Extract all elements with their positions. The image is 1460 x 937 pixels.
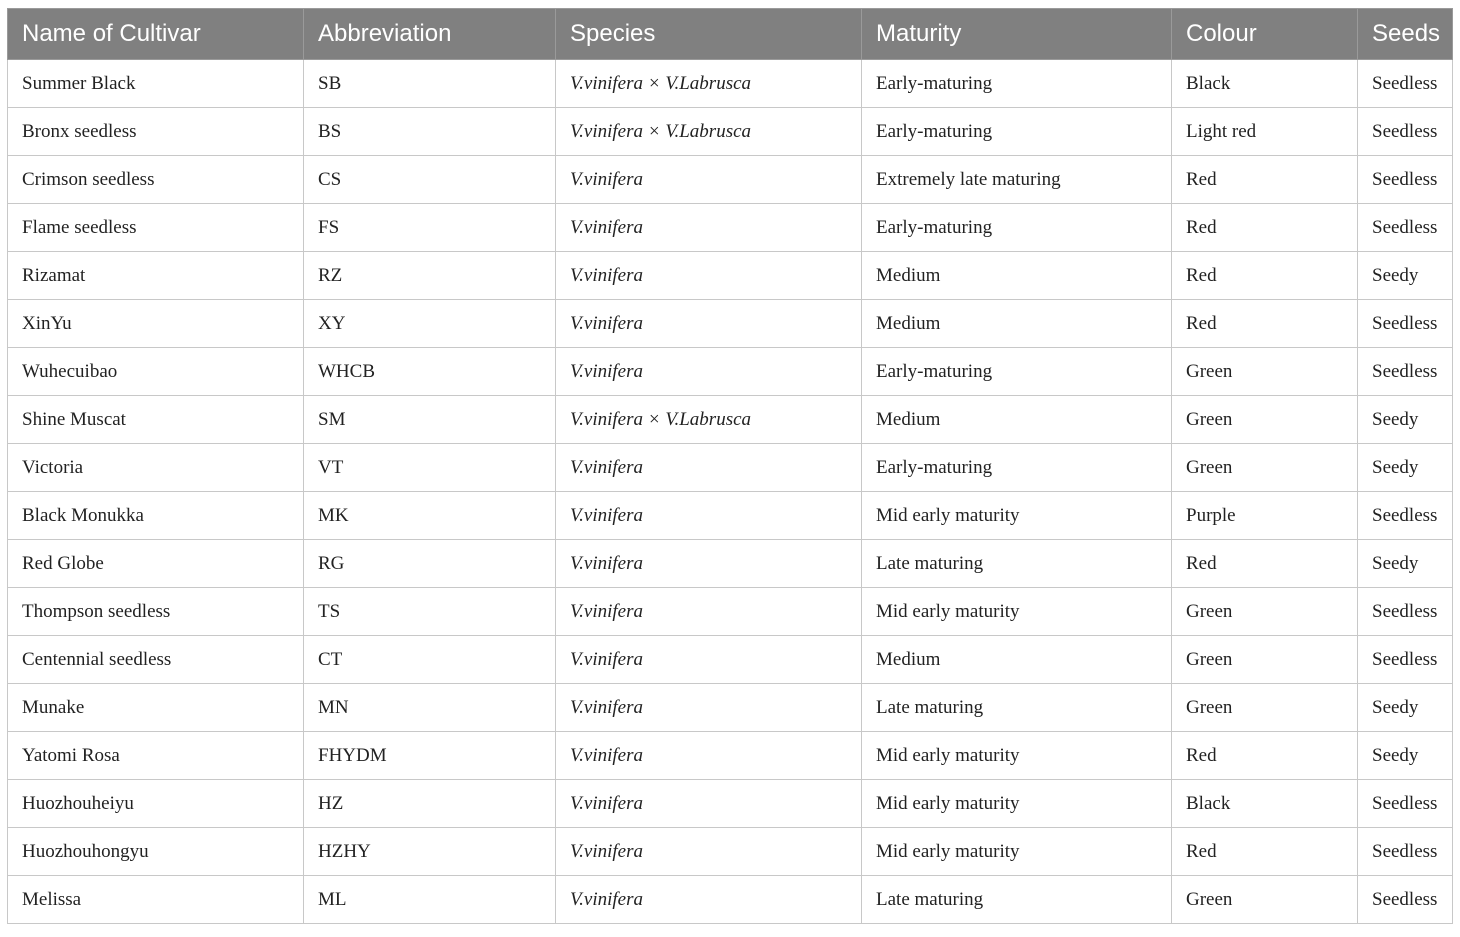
cell-species: V.vinifera <box>556 348 862 396</box>
cell-maturity: Medium <box>862 396 1172 444</box>
cell-cultivar-name: Melissa <box>8 876 304 924</box>
cell-seeds: Seedless <box>1358 204 1453 252</box>
cell-abbreviation: FHYDM <box>304 732 556 780</box>
cell-species: V.vinifera <box>556 156 862 204</box>
table-row <box>8 348 1453 396</box>
cell-colour: Green <box>1172 876 1358 924</box>
table-row <box>8 636 1453 684</box>
cell-seeds: Seedless <box>1358 108 1453 156</box>
cell-abbreviation: SB <box>304 60 556 108</box>
cell-colour: Black <box>1172 60 1358 108</box>
cell-cultivar-name: Flame seedless <box>8 204 304 252</box>
cell-species: V.vinifera <box>556 732 862 780</box>
cell-maturity: Mid early maturity <box>862 588 1172 636</box>
cell-seeds: Seedless <box>1358 636 1453 684</box>
cell-colour: Black <box>1172 780 1358 828</box>
cell-colour: Red <box>1172 732 1358 780</box>
cell-maturity: Extremely late maturing <box>862 156 1172 204</box>
cell-cultivar-name: XinYu <box>8 300 304 348</box>
cell-cultivar-name: Munake <box>8 684 304 732</box>
cell-maturity: Mid early maturity <box>862 780 1172 828</box>
cell-species: V.vinifera <box>556 828 862 876</box>
table-row <box>8 828 1453 876</box>
cell-abbreviation: RZ <box>304 252 556 300</box>
cell-cultivar-name: Rizamat <box>8 252 304 300</box>
cell-seeds: Seedy <box>1358 540 1453 588</box>
cell-seeds: Seedy <box>1358 684 1453 732</box>
cell-species: V.vinifera × V.Labrusca <box>556 108 862 156</box>
cell-abbreviation: TS <box>304 588 556 636</box>
cell-seeds: Seedy <box>1358 396 1453 444</box>
table-row <box>8 780 1453 828</box>
table-row <box>8 444 1453 492</box>
cell-species: V.vinifera <box>556 588 862 636</box>
cell-maturity: Medium <box>862 636 1172 684</box>
cell-species: V.vinifera <box>556 684 862 732</box>
cell-abbreviation: CT <box>304 636 556 684</box>
cell-maturity: Early-maturing <box>862 348 1172 396</box>
cell-maturity: Mid early maturity <box>862 828 1172 876</box>
cell-species: V.vinifera × V.Labrusca <box>556 396 862 444</box>
cell-abbreviation: FS <box>304 204 556 252</box>
cell-species: V.vinifera <box>556 876 862 924</box>
cell-cultivar-name: Wuhecuibao <box>8 348 304 396</box>
cell-maturity: Late maturing <box>862 684 1172 732</box>
cell-cultivar-name: Summer Black <box>8 60 304 108</box>
cell-species: V.vinifera <box>556 780 862 828</box>
cell-abbreviation: HZ <box>304 780 556 828</box>
cell-species: V.vinifera × V.Labrusca <box>556 60 862 108</box>
cell-species: V.vinifera <box>556 444 862 492</box>
table-row <box>8 540 1453 588</box>
cell-seeds: Seedless <box>1358 876 1453 924</box>
table-row <box>8 876 1453 924</box>
cell-abbreviation: VT <box>304 444 556 492</box>
cell-colour: Green <box>1172 588 1358 636</box>
cell-maturity: Early-maturing <box>862 444 1172 492</box>
cell-colour: Red <box>1172 204 1358 252</box>
cell-seeds: Seedless <box>1358 588 1453 636</box>
header-species: Species <box>556 9 862 60</box>
table-row <box>8 252 1453 300</box>
cell-colour: Green <box>1172 396 1358 444</box>
cell-species: V.vinifera <box>556 492 862 540</box>
cell-cultivar-name: Victoria <box>8 444 304 492</box>
cell-seeds: Seedless <box>1358 300 1453 348</box>
cell-cultivar-name: Shine Muscat <box>8 396 304 444</box>
cell-maturity: Early-maturing <box>862 60 1172 108</box>
cell-abbreviation: ML <box>304 876 556 924</box>
cell-abbreviation: RG <box>304 540 556 588</box>
cell-cultivar-name: Bronx seedless <box>8 108 304 156</box>
table-row <box>8 396 1453 444</box>
header-abbreviation: Abbreviation <box>304 9 556 60</box>
cell-seeds: Seedless <box>1358 780 1453 828</box>
cell-maturity: Late maturing <box>862 876 1172 924</box>
cell-abbreviation: MK <box>304 492 556 540</box>
cell-species: V.vinifera <box>556 540 862 588</box>
table-row <box>8 156 1453 204</box>
cell-maturity: Late maturing <box>862 540 1172 588</box>
cell-seeds: Seedy <box>1358 732 1453 780</box>
cell-abbreviation: XY <box>304 300 556 348</box>
cell-seeds: Seedy <box>1358 252 1453 300</box>
cell-colour: Purple <box>1172 492 1358 540</box>
cell-seeds: Seedless <box>1358 492 1453 540</box>
table-header-row <box>8 9 1453 60</box>
cell-cultivar-name: Crimson seedless <box>8 156 304 204</box>
cell-abbreviation: MN <box>304 684 556 732</box>
table-row <box>8 108 1453 156</box>
cell-cultivar-name: Black Monukka <box>8 492 304 540</box>
cell-maturity: Mid early maturity <box>862 732 1172 780</box>
table-row <box>8 204 1453 252</box>
cell-cultivar-name: Centennial seedless <box>8 636 304 684</box>
cell-maturity: Medium <box>862 252 1172 300</box>
cell-colour: Green <box>1172 348 1358 396</box>
cell-species: V.vinifera <box>556 300 862 348</box>
cell-seeds: Seedless <box>1358 348 1453 396</box>
cell-species: V.vinifera <box>556 252 862 300</box>
cell-abbreviation: CS <box>304 156 556 204</box>
cell-maturity: Medium <box>862 300 1172 348</box>
cell-colour: Red <box>1172 828 1358 876</box>
header-colour: Colour <box>1172 9 1358 60</box>
cell-seeds: Seedy <box>1358 444 1453 492</box>
cell-abbreviation: WHCB <box>304 348 556 396</box>
header-name-of-cultivar: Name of Cultivar <box>8 9 304 60</box>
cell-abbreviation: HZHY <box>304 828 556 876</box>
cell-colour: Red <box>1172 300 1358 348</box>
header-seeds: Seeds <box>1358 9 1453 60</box>
table-row <box>8 492 1453 540</box>
cell-seeds: Seedless <box>1358 156 1453 204</box>
cell-seeds: Seedless <box>1358 60 1453 108</box>
header-maturity: Maturity <box>862 9 1172 60</box>
table-row <box>8 300 1453 348</box>
cell-cultivar-name: Huozhouheiyu <box>8 780 304 828</box>
table-row <box>8 60 1453 108</box>
cell-colour: Light red <box>1172 108 1358 156</box>
cell-colour: Green <box>1172 444 1358 492</box>
table-row <box>8 684 1453 732</box>
cell-cultivar-name: Red Globe <box>8 540 304 588</box>
cell-colour: Red <box>1172 252 1358 300</box>
table-row <box>8 588 1453 636</box>
cell-species: V.vinifera <box>556 204 862 252</box>
cell-maturity: Early-maturing <box>862 204 1172 252</box>
cell-colour: Green <box>1172 636 1358 684</box>
cell-abbreviation: SM <box>304 396 556 444</box>
cultivar-table <box>7 8 1453 924</box>
cell-seeds: Seedless <box>1358 828 1453 876</box>
cell-maturity: Early-maturing <box>862 108 1172 156</box>
table-row <box>8 732 1453 780</box>
cell-cultivar-name: Yatomi Rosa <box>8 732 304 780</box>
cell-colour: Red <box>1172 156 1358 204</box>
cell-colour: Red <box>1172 540 1358 588</box>
cell-cultivar-name: Thompson seedless <box>8 588 304 636</box>
cell-cultivar-name: Huozhouhongyu <box>8 828 304 876</box>
cell-abbreviation: BS <box>304 108 556 156</box>
cell-species: V.vinifera <box>556 636 862 684</box>
cell-maturity: Mid early maturity <box>862 492 1172 540</box>
cell-colour: Green <box>1172 684 1358 732</box>
